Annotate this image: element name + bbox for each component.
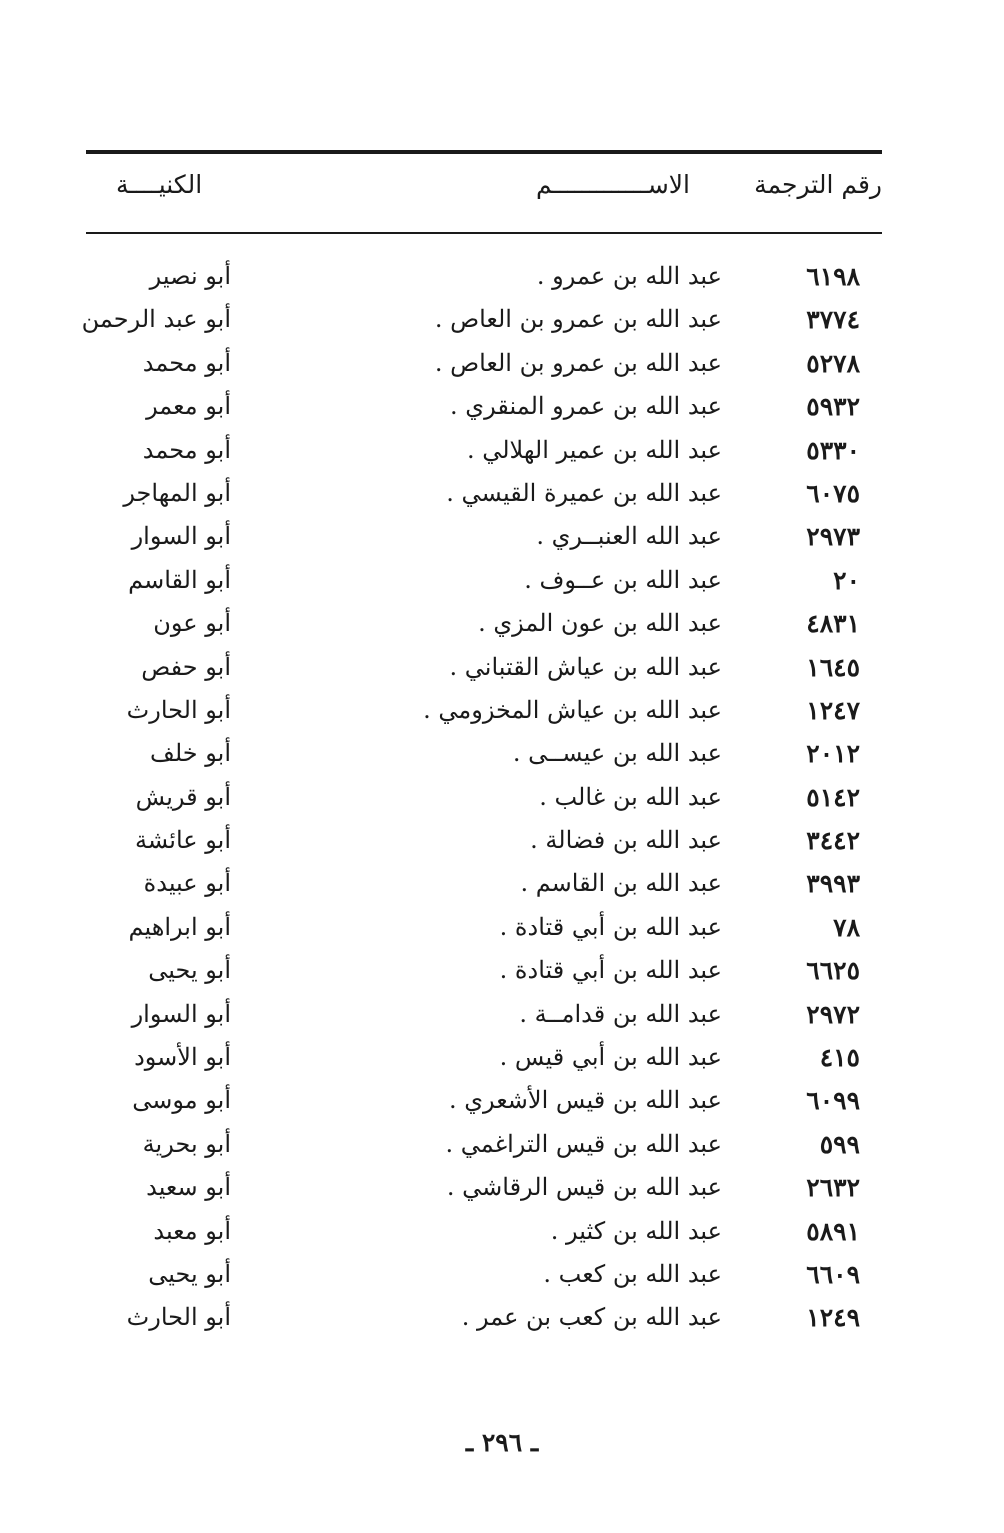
entry-name: عبد الله بن كعب بن عمر . xyxy=(461,1303,722,1332)
entry-name: عبد الله بن عــوف . xyxy=(524,565,722,594)
header-name: الاســـــــــــــم xyxy=(535,170,690,199)
table-row xyxy=(86,342,882,385)
table-row xyxy=(86,515,882,558)
table-row xyxy=(86,1166,882,1209)
entry-number: ٦٦٠٩ xyxy=(806,1259,860,1289)
entry-number: ٥٩٣٢ xyxy=(806,392,860,422)
entry-name: عبد الله بن عمرو . xyxy=(536,262,722,290)
entry-kunya: أبو بحرية xyxy=(142,1129,231,1158)
table-row xyxy=(86,862,882,905)
entry-name: عبد الله بن أبي قتادة . xyxy=(499,912,722,941)
entry-number: ٥٣٣٠ xyxy=(806,435,860,465)
entry-name: عبد الله بن كعب . xyxy=(543,1259,722,1288)
entry-name: عبد الله بن قيس التراغمي . xyxy=(445,1129,722,1158)
entry-number: ٢٦٣٢ xyxy=(806,1173,860,1203)
entry-name: عبد الله العنبــري . xyxy=(536,522,722,551)
entry-number: ٣٧٧٤ xyxy=(806,305,860,335)
entry-kunya: أبو ابراهيم xyxy=(128,912,231,941)
table-row xyxy=(86,993,882,1036)
table-row xyxy=(86,949,882,992)
header-kunya: الكنيــــة xyxy=(116,170,203,199)
entry-number: ٢٠ xyxy=(833,565,860,595)
table-row xyxy=(86,819,882,862)
table-row xyxy=(86,689,882,732)
entry-kunya: أبو موسى xyxy=(132,1086,231,1115)
entry-kunya: أبو يحيى xyxy=(148,1259,231,1288)
entry-name: عبد الله بن عياش القتباني . xyxy=(449,652,722,681)
entry-kunya: أبو نصير xyxy=(149,262,231,290)
table-row xyxy=(86,429,882,472)
entry-name: عبد الله بن أبي قتادة . xyxy=(499,956,722,985)
table-row xyxy=(86,1253,882,1296)
entry-kunya: أبو يحيى xyxy=(148,956,231,985)
entry-kunya: أبو حفص xyxy=(141,652,231,681)
entry-number: ٥١٤٢ xyxy=(806,782,860,812)
table-row xyxy=(86,906,882,949)
table-row xyxy=(86,1079,882,1122)
entry-name: عبد الله بن القاسم . xyxy=(520,869,722,898)
entry-name: عبد الله بن عيســى . xyxy=(512,739,722,768)
header-top-rule xyxy=(86,150,882,154)
entry-kunya: أبو الأسود xyxy=(134,1043,231,1072)
entry-kunya: أبو القاسم xyxy=(128,565,231,594)
entry-number: ٦٠٩٩ xyxy=(806,1086,860,1116)
entry-name: عبد الله بن قيس الرقاشي . xyxy=(446,1173,722,1202)
table-row xyxy=(86,255,882,298)
entry-name: عبد الله بن عياش المخزومي . xyxy=(423,695,722,724)
entry-number: ١٢٤٩ xyxy=(806,1303,860,1333)
entry-number: ١٦٤٥ xyxy=(806,652,860,682)
entry-number: ٦١٩٨ xyxy=(806,262,860,291)
entry-name: عبد الله بن عمرو المنقري . xyxy=(450,392,722,421)
entry-name: عبد الله بن عمرو بن العاص . xyxy=(434,348,722,377)
table-row xyxy=(86,1123,882,1166)
entry-kunya: أبو معمر xyxy=(146,392,231,421)
entry-kunya: أبو قريش xyxy=(135,782,231,811)
table-row xyxy=(86,646,882,689)
page-number: ـ ٢٩٦ ـ xyxy=(465,1428,539,1457)
table-row xyxy=(86,1036,882,1079)
table-row xyxy=(86,732,882,775)
table-row xyxy=(86,1210,882,1253)
table-row xyxy=(86,776,882,819)
entry-number: ٢٠١٢ xyxy=(806,739,860,769)
table-row xyxy=(81,298,882,341)
entry-number: ٢٩٧٢ xyxy=(806,999,860,1029)
header-bottom-rule xyxy=(86,232,882,234)
entry-kunya: أبو سعيد xyxy=(146,1173,231,1202)
entry-kunya: أبو محمد xyxy=(142,348,231,377)
entry-name: عبد الله بن قيس الأشعري . xyxy=(448,1086,722,1115)
header-number: رقم الترجمة xyxy=(754,170,882,199)
table-row xyxy=(86,559,882,602)
entry-kunya: أبو خلف xyxy=(150,739,231,768)
entry-kunya: أبو عبد الرحمن xyxy=(81,305,231,334)
entry-number: ٦٦٢٥ xyxy=(806,956,860,986)
entry-name: عبد الله بن أبي قيس . xyxy=(499,1043,722,1072)
entry-name: عبد الله بن فضالة . xyxy=(530,826,722,855)
entry-kunya: أبو الحارث xyxy=(126,695,231,724)
entry-name: عبد الله بن كثير . xyxy=(550,1216,722,1245)
table-row xyxy=(86,602,882,645)
table-row xyxy=(86,472,882,515)
entry-kunya: أبو عبيدة xyxy=(143,869,231,898)
entry-number: ٣٤٤٢ xyxy=(806,826,860,856)
entry-number: ٢٩٧٣ xyxy=(806,522,860,552)
entry-kunya: أبو معبد xyxy=(153,1216,231,1245)
entry-kunya: أبو محمد xyxy=(142,435,231,464)
entry-number: ٥٨٩١ xyxy=(806,1216,860,1246)
entry-number: ٧٨ xyxy=(833,912,860,942)
table-row xyxy=(86,385,882,428)
entry-kunya: أبو المهاجر xyxy=(123,478,231,507)
entry-name: عبد الله بن قدامــة . xyxy=(519,999,722,1028)
entries-table xyxy=(81,255,882,1340)
entry-name: عبد الله بن عميرة القيسي . xyxy=(446,478,722,507)
entry-kunya: أبو عون xyxy=(153,609,231,638)
table-row xyxy=(86,1296,882,1339)
entry-number: ٥٢٧٨ xyxy=(806,348,860,378)
entry-number: ٥٩٩ xyxy=(819,1129,860,1159)
entry-number: ٤١٥ xyxy=(819,1043,860,1073)
entry-name: عبد الله بن غالب . xyxy=(539,782,722,811)
entry-name: عبد الله بن عون المزي . xyxy=(478,609,722,638)
entry-number: ٤٨٣١ xyxy=(806,609,860,639)
entry-name: عبد الله بن عمرو بن العاص . xyxy=(434,305,722,334)
entry-name: عبد الله بن عمير الهلالي . xyxy=(466,435,722,464)
entry-kunya: أبو السوار xyxy=(131,999,231,1028)
entry-kunya: أبو السوار xyxy=(131,522,231,551)
entry-kunya: أبو عائشة xyxy=(135,826,231,855)
entry-kunya: أبو الحارث xyxy=(126,1303,231,1332)
table-header xyxy=(86,165,882,215)
entry-number: ٦٠٧٥ xyxy=(806,478,860,508)
entry-number: ٣٩٩٣ xyxy=(806,869,860,899)
entry-number: ١٢٤٧ xyxy=(806,695,860,725)
